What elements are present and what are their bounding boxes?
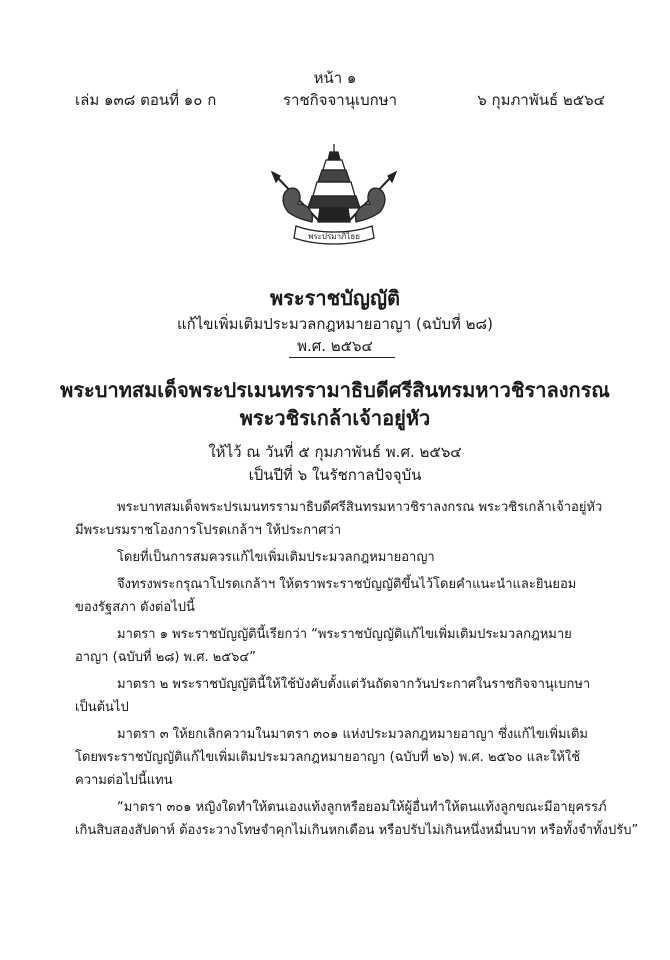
act-title: พระราชบัญญัติ xyxy=(270,286,400,310)
body-line: โดยพระราชบัญญัติแก้ไขเพิ่มเติมประมวลกฎหมายอาญา (ฉบับที่ ๒๖) พ.ศ. ๒๕๖๐ และให้ใช้ xyxy=(75,750,581,765)
body-line: มีพระบรมราชโองการโปรดเกล้าฯ ให้ประกาศว่า xyxy=(75,523,342,538)
given-date: ให้ไว้ ณ วันที่ ๕ กุมภาพันธ์ พ.ศ. ๒๕๖๔ xyxy=(208,443,462,461)
reign-year: เป็นปีที่ ๖ ในรัชกาลปัจจุบัน xyxy=(248,466,422,484)
act-subtitle: แก้ไขเพิ่มเติมประมวลกฎหมายอาญา (ฉบับที่ ๒๘) xyxy=(177,315,493,333)
body-line: มาตรา ๓ ให้ยกเลิกความในมาตรา ๓๐๑ แห่งประมวลกฎหมายอาญา ซึ่งแก้ไขเพิ่มเติม xyxy=(117,727,588,742)
body-line: พระบาทสมเด็จพระปรเมนทรรามาธิบดีศรีสินทรมหาวชิราลงกรณ พระวชิรเกล้าเจ้าอยู่หัว xyxy=(117,500,603,515)
page-number: หน้า ๑ xyxy=(313,69,357,87)
royal-garuda-emblem-icon xyxy=(268,142,400,246)
body-line: มาตรา ๑ พระราชบัญญัตินี้เรียกว่า “พระราชบัญญัติแก้ไขเพิ่มเติมประมวลกฎหมาย xyxy=(117,627,572,642)
body-line: ของรัฐสภา ดังต่อไปนี้ xyxy=(75,600,195,615)
body-line: ความต่อไปนี้แทน xyxy=(75,773,173,788)
body-line: จึงทรงพระกรุณาโปรดเกล้าฯ ให้ตราพระราชบัญญัติขึ้นไว้โดยคำแนะนำและยินยอม xyxy=(117,577,577,592)
gazette-name: ราชกิจจานุเบกษา xyxy=(282,91,398,109)
volume-info: เล่ม ๑๓๘ ตอนที่ ๑๐ ก xyxy=(75,91,217,109)
body-line: เกินสิบสองสัปดาห์ ต้องระวางโทษจำคุกไม่เกินหกเดือน หรือปรับไม่เกินหนึ่งหมื่นบาท หรือทั้งจำทั้งปรับ” xyxy=(75,823,639,838)
emblem-banner-text: พระปรมาภิไธย xyxy=(308,232,360,241)
gazette-date: ๖ กุมภาพันธ์ ๒๕๖๔ xyxy=(477,91,605,109)
body-line: “มาตรา ๓๐๑ หญิงใดทำให้ตนเองแท้งลูกหรือยอมให้ผู้อื่นทำให้ตนแท้งลูกขณะมีอายุครรภ์ xyxy=(117,800,607,815)
body-line: โดยที่เป็นการสมควรแก้ไขเพิ่มเติมประมวลกฎหมายอาญา xyxy=(117,550,435,565)
king-name-line-1: พระบาทสมเด็จพระปรเมนทรรามาธิบดีศรีสินทรมหาวชิราลงกรณ xyxy=(60,378,610,402)
act-year: พ.ศ. ๒๕๖๔ xyxy=(297,337,373,355)
king-name-line-2: พระวชิรเกล้าเจ้าอยู่หัว xyxy=(239,406,431,430)
title-divider xyxy=(289,357,395,358)
body-line: อาญา (ฉบับที่ ๒๘) พ.ศ. ๒๕๖๔” xyxy=(75,650,257,665)
body-line: เป็นต้นไป xyxy=(75,700,129,715)
body-line: มาตรา ๒ พระราชบัญญัตินี้ให้ใช้บังคับตั้งแต่วันถัดจากวันประกาศในราชกิจจานุเบกษา xyxy=(117,677,591,692)
